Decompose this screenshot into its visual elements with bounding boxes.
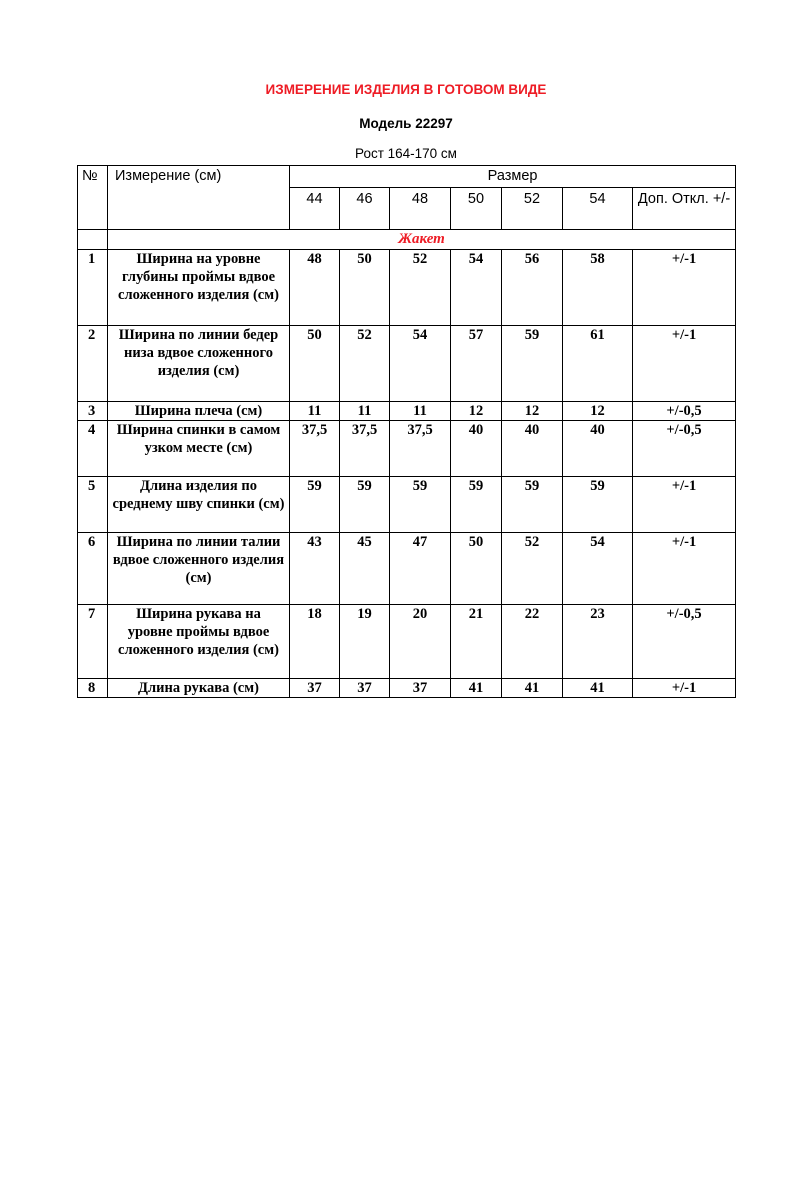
tolerance-value: +/-0,5: [633, 605, 736, 679]
measurement-value: 52: [340, 326, 390, 402]
measurement-value: 50: [451, 533, 502, 605]
measurement-value: 12: [563, 402, 633, 421]
measurement-value: 37,5: [290, 421, 340, 477]
row-number: 4: [78, 421, 108, 477]
measurement-value: 43: [290, 533, 340, 605]
measurement-name: Длина рукава (см): [108, 679, 290, 698]
header-measurement: Измерение (см): [108, 166, 290, 230]
row-number: 6: [78, 533, 108, 605]
header-tolerance: Доп. Откл. +/-: [633, 188, 736, 230]
measurement-value: 40: [563, 421, 633, 477]
measurement-value: 59: [340, 477, 390, 533]
header-size-col: 50: [451, 188, 502, 230]
tolerance-value: +/-0,5: [633, 421, 736, 477]
measurement-value: 54: [451, 250, 502, 326]
measurement-value: 59: [502, 326, 563, 402]
header-size-col: 48: [390, 188, 451, 230]
measurement-value: 59: [290, 477, 340, 533]
measurement-value: 59: [451, 477, 502, 533]
table-row: [78, 477, 736, 533]
row-number: 5: [78, 477, 108, 533]
measurement-value: 12: [451, 402, 502, 421]
measurement-value: 11: [390, 402, 451, 421]
measurement-value: 22: [502, 605, 563, 679]
header-size-col: 44: [290, 188, 340, 230]
table-row: [78, 421, 736, 477]
header-size-col: 52: [502, 188, 563, 230]
measurement-value: 40: [451, 421, 502, 477]
measurement-value: 21: [451, 605, 502, 679]
header-size-col: 46: [340, 188, 390, 230]
measurement-name: Ширина на уровне глубины проймы вдвое сложенного изделия (см): [108, 250, 290, 326]
measurement-name: Ширина рукава на уровне проймы вдвое сложенного изделия (см): [108, 605, 290, 679]
row-number: 3: [78, 402, 108, 421]
measurement-value: 54: [390, 326, 451, 402]
measurement-value: 23: [563, 605, 633, 679]
measurement-value: 18: [290, 605, 340, 679]
measurement-value: 40: [502, 421, 563, 477]
measurement-value: 37,5: [390, 421, 451, 477]
measurement-value: 61: [563, 326, 633, 402]
measurement-value: 57: [451, 326, 502, 402]
measurement-value: 37: [340, 679, 390, 698]
section-title: Жакет: [108, 230, 736, 250]
tolerance-value: +/-1: [633, 477, 736, 533]
tolerance-value: +/-1: [633, 533, 736, 605]
measurement-value: 50: [290, 326, 340, 402]
row-number: 7: [78, 605, 108, 679]
height-range: Рост 164-170 см: [355, 146, 457, 161]
measurement-value: 59: [390, 477, 451, 533]
measurement-value: 50: [340, 250, 390, 326]
table-row: [78, 326, 736, 402]
row-number: 8: [78, 679, 108, 698]
measurement-value: 52: [390, 250, 451, 326]
table-row: [78, 533, 736, 605]
measurement-table: [77, 165, 736, 698]
row-number: 1: [78, 250, 108, 326]
measurement-name: Ширина плеча (см): [108, 402, 290, 421]
document-title: ИЗМЕРЕНИЕ ИЗДЕЛИЯ В ГОТОВОМ ВИДЕ: [265, 82, 547, 97]
measurement-value: 54: [563, 533, 633, 605]
measurement-value: 47: [390, 533, 451, 605]
tolerance-value: +/-1: [633, 679, 736, 698]
measurement-name: Ширина по линии бедер низа вдвое сложенного изделия (см): [108, 326, 290, 402]
tolerance-value: +/-1: [633, 326, 736, 402]
measurement-value: 11: [340, 402, 390, 421]
measurement-value: 41: [502, 679, 563, 698]
tolerance-value: +/-0,5: [633, 402, 736, 421]
measurement-value: 41: [563, 679, 633, 698]
measurement-value: 37: [290, 679, 340, 698]
measurement-value: 12: [502, 402, 563, 421]
measurement-value: 11: [290, 402, 340, 421]
measurement-value: 37: [390, 679, 451, 698]
measurement-value: 37,5: [340, 421, 390, 477]
measurement-value: 56: [502, 250, 563, 326]
measurement-value: 45: [340, 533, 390, 605]
measurement-value: 19: [340, 605, 390, 679]
measurement-name: Ширина по линии талии вдвое сложенного изделия (см): [108, 533, 290, 605]
measurement-value: 59: [563, 477, 633, 533]
header-size-col: 54: [563, 188, 633, 230]
header-size: Размер: [290, 166, 736, 188]
table-row: [78, 402, 736, 421]
table-row: [78, 679, 736, 698]
measurement-value: 20: [390, 605, 451, 679]
measurement-value: 41: [451, 679, 502, 698]
measurement-value: 59: [502, 477, 563, 533]
section-spacer: [78, 230, 108, 250]
measurement-value: 52: [502, 533, 563, 605]
measurement-name: Ширина спинки в самом узком месте (см): [108, 421, 290, 477]
table-row: [78, 605, 736, 679]
tolerance-value: +/-1: [633, 250, 736, 326]
measurement-name: Длина изделия по среднему шву спинки (см): [108, 477, 290, 533]
measurement-value: 58: [563, 250, 633, 326]
measurement-value: 48: [290, 250, 340, 326]
header-number: №: [78, 166, 108, 230]
model-number: Модель 22297: [359, 116, 453, 131]
table-row: [78, 250, 736, 326]
row-number: 2: [78, 326, 108, 402]
